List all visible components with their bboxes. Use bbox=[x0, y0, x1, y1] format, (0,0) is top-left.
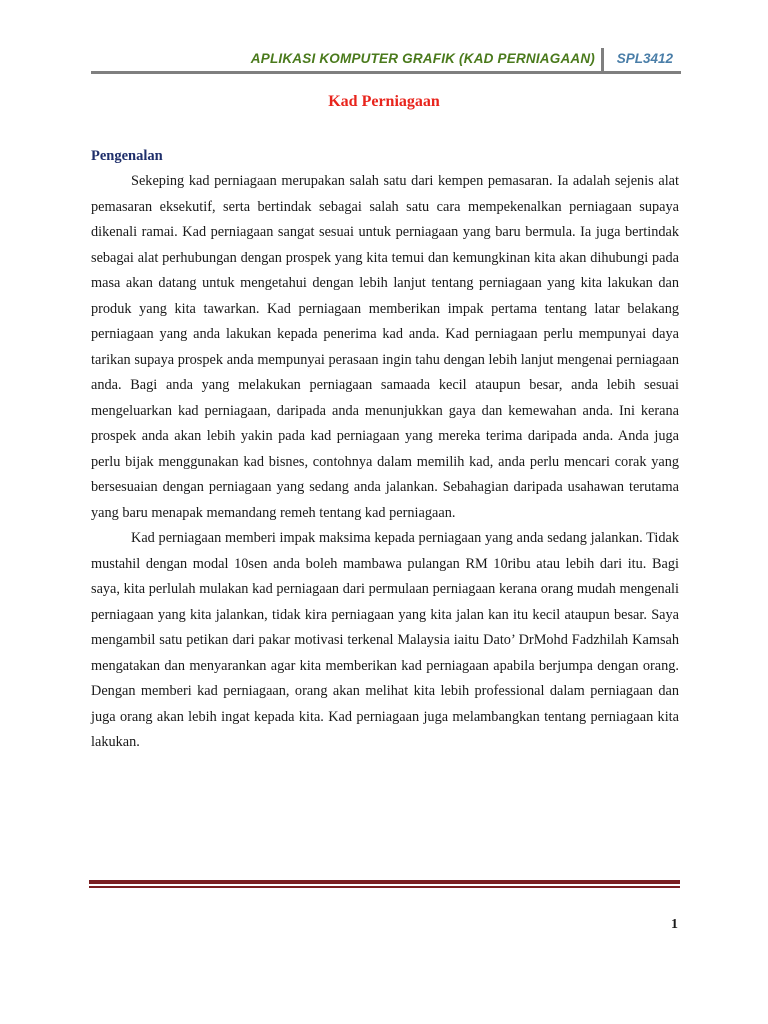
paragraph: Sekeping kad perniagaan merupakan salah satu dari kempen pemasaran. Ia adalah sejenis alat pemasaran eksekutif, serta bertindak sebagai salah satu cara mempekenalkan perniagaan supaya dikenali ramai. Kad perniagaan sangat sesuai untuk perniagaan yang baru bermula. Ia juga bertindak sebagai alat perhubungan dengan prospek yang kita temui dan kemungkinan kita akan dihubungi pada masa akan datang untuk mengetahui dengan lebih lanjut tentang perniagaan yang kita lakukan dan produk yang kita tawarkan. Kad perniagaan memberikan impak pertama tentang latar belakang perniagaan yang anda lakukan kepada penerima kad anda. Kad perniagaan perlu mempunyai daya tarikan supaya prospek anda mempunyai perasaan ingin tahu dengan lebih lanjut mengenai perniagaan anda. Bagi anda yang melakukan perniagaan samaada kecil ataupun besar, anda lebih sesuai mengeluarkan kad perniagaan, daripada anda menunjukkan gaya dan kemewahan anda. Ini kerana prospek anda akan lebih yakin pada kad perniagaan yang mereka terima daripada anda. Anda juga perlu bijak menggunakan kad bisnes, contohnya dalam memilih kad, anda perlu mencari corak yang bersesuaian dengan perniagaan yang sedang anda jalankan. Sebahagian daripada usahawan terutama yang baru menapak memandang remeh tentang kad perniagaan. bbox=[91, 173, 679, 521]
page-number: 1 bbox=[671, 917, 678, 932]
body-text bbox=[91, 169, 679, 756]
header-course-title: APLIKASI KOMPUTER GRAFIK (KAD PERNIAGAAN) bbox=[250, 51, 595, 66]
page-header bbox=[91, 48, 681, 78]
header-rule bbox=[91, 71, 681, 74]
header-course-code: SPL3412 bbox=[616, 51, 673, 66]
header-separator bbox=[601, 48, 604, 72]
footer-rule bbox=[89, 880, 680, 884]
section-heading: Pengenalan bbox=[91, 148, 163, 164]
document-title: Kad Perniagaan bbox=[328, 93, 440, 110]
footer-rule-thin bbox=[89, 886, 680, 888]
paragraph: Kad perniagaan memberi impak maksima kepada perniagaan yang anda sedang jalankan. Tidak mustahil dengan modal 10sen anda boleh mambawa pulangan RM 10ribu atau lebih dari itu. Bagi saya, kita perlulah mulakan kad perniagaan dari permulaan perniagaan kerana orang mudah mengenali perniagaan yang kita jalankan, tidak kira perniagaan yang kita jalan kan itu kecil ataupun besar. Saya mengambil satu petikan dari pakar motivasi terkenal Malaysia iaitu Dato’ DrMohd Fadzhilah Kamsah mengatakan dan menyarankan agar kita memberikan kad perniagaan apabila berjumpa dengan orang. Dengan memberi kad perniagaan, orang akan melihat kita lebih professional dalam perniagaan dan juga orang akan lebih ingat kepada kita. Kad perniagaan juga melambangkan tentang perniagaan kita lakukan. bbox=[91, 530, 679, 750]
